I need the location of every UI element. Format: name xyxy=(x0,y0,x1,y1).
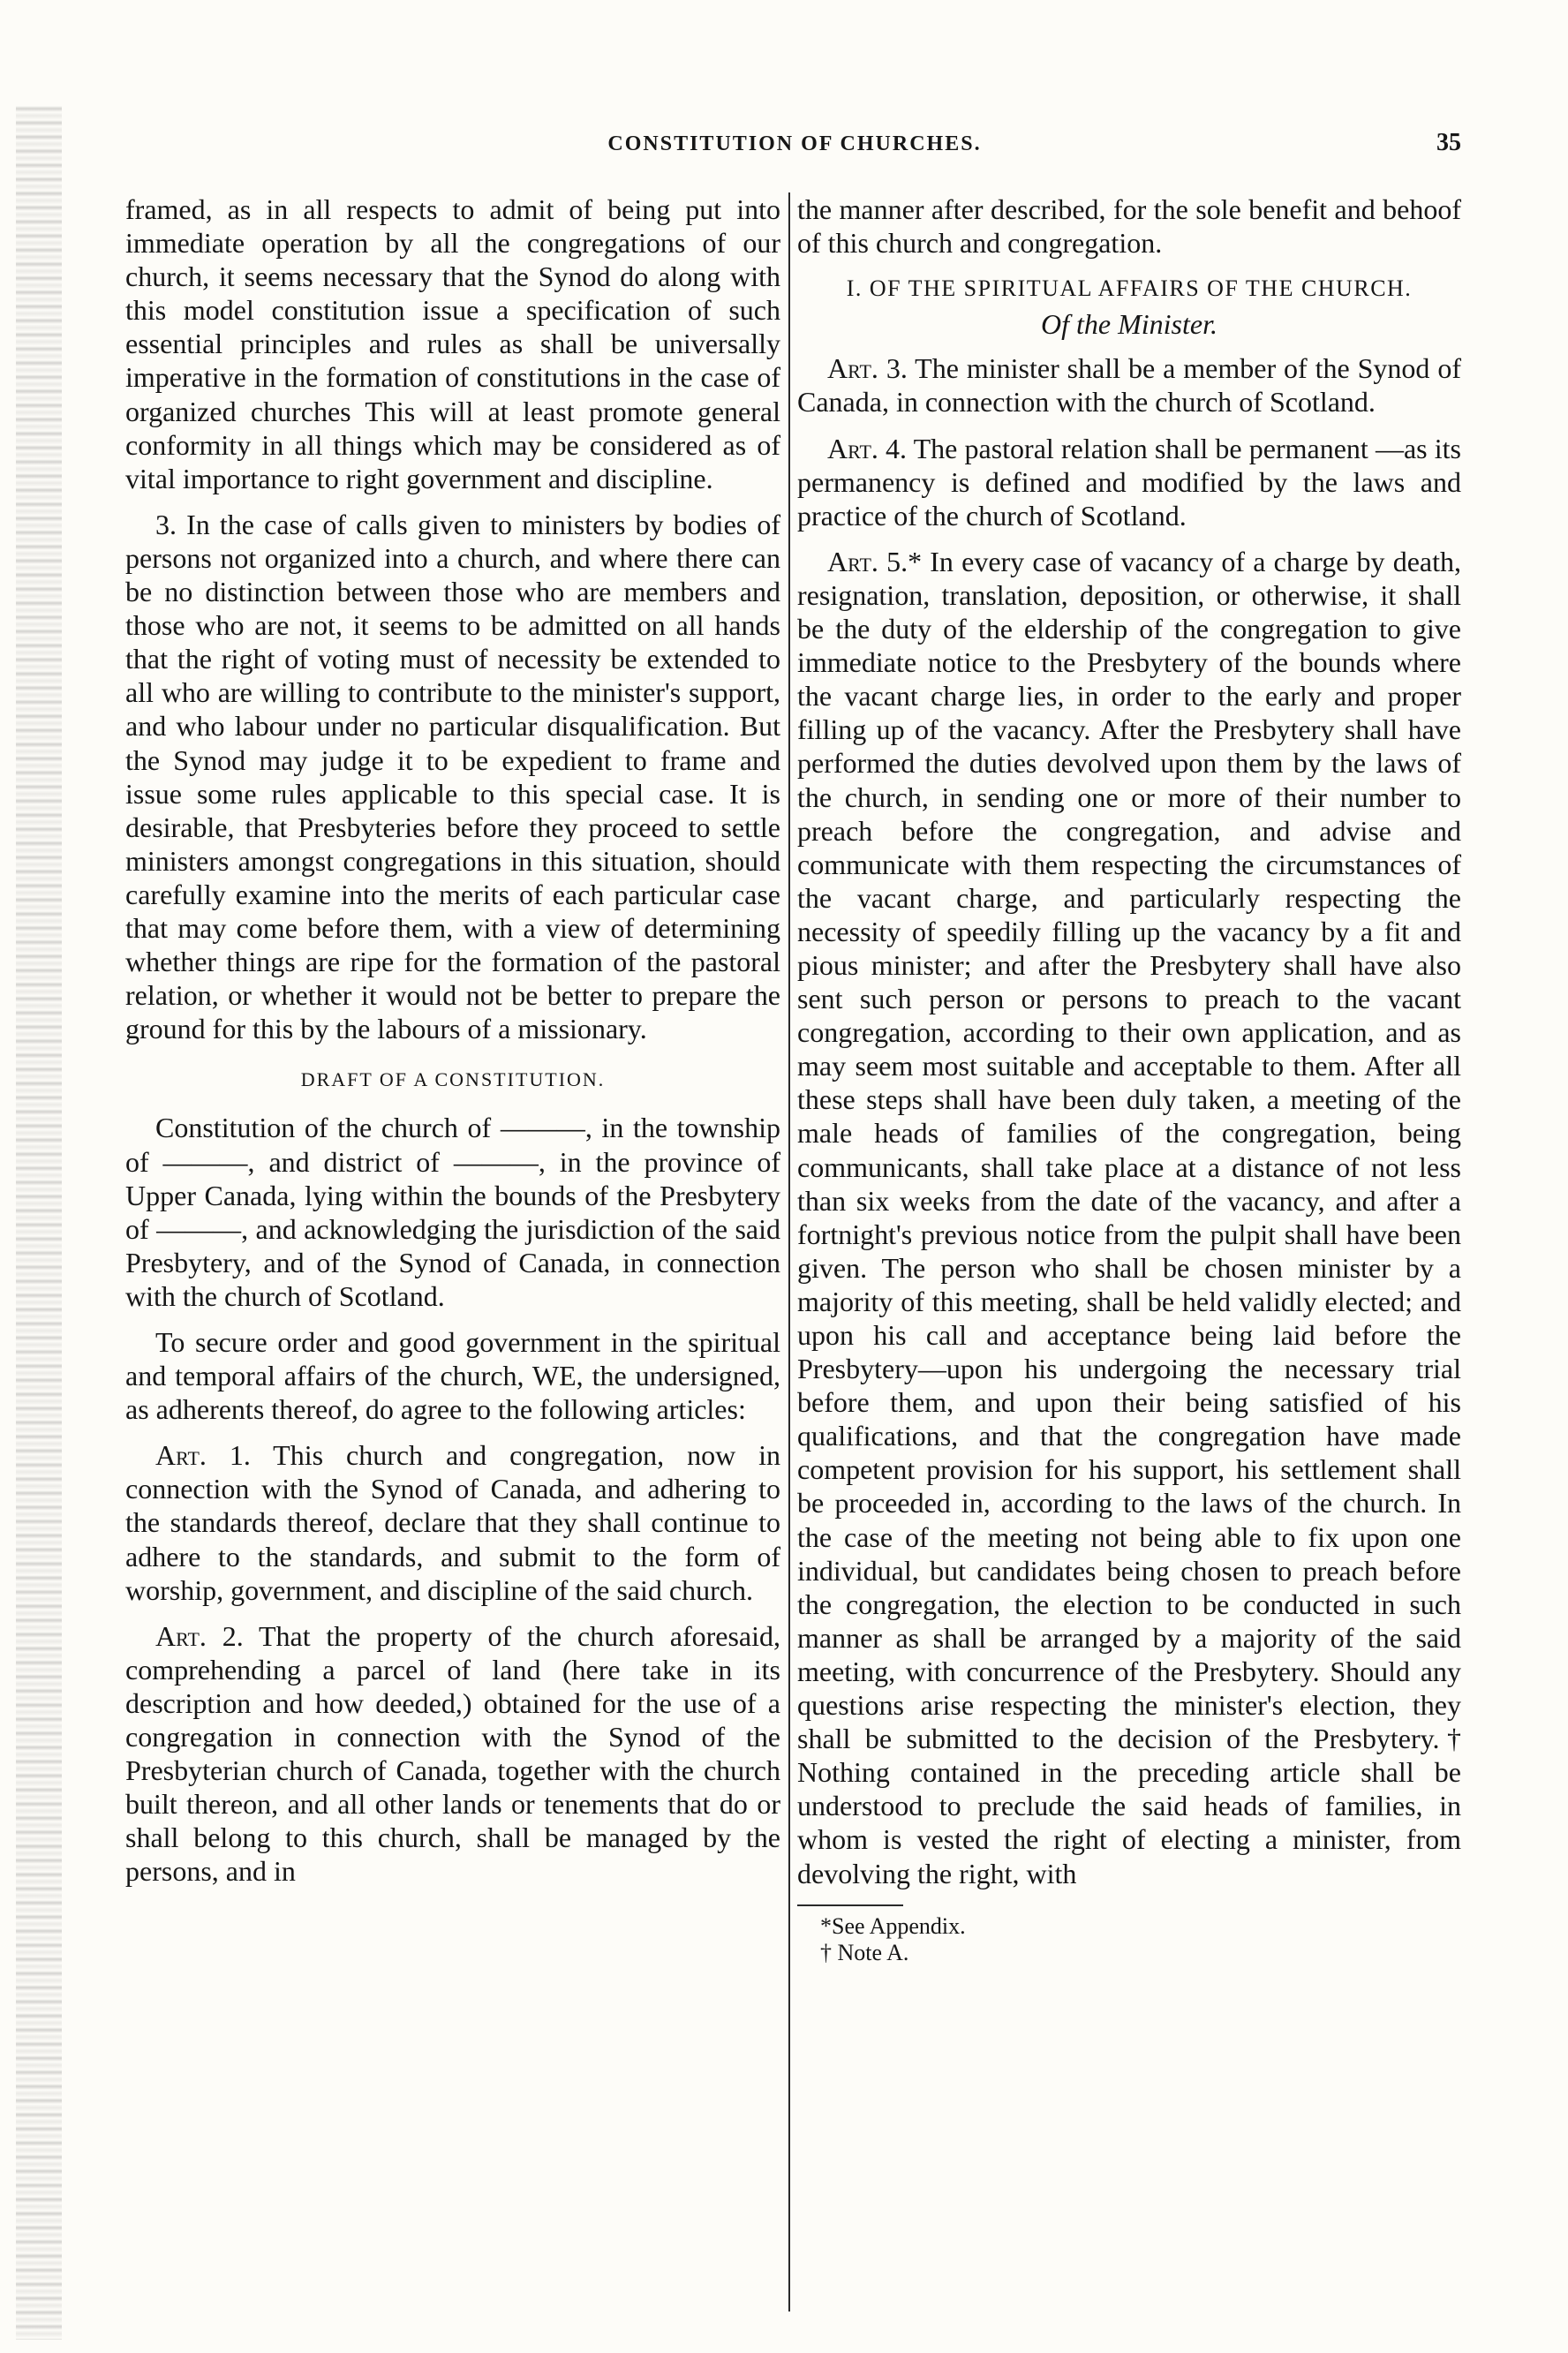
article-text: The pastoral relation shall be permanent —as its permanency is defined and modified by the laws and practice of the church of Scotland. xyxy=(797,432,1461,532)
article-3 xyxy=(797,351,1461,419)
sub-heading: Of the Minister. xyxy=(1041,308,1217,341)
article-text: That the property of the church aforesaid, comprehending a parcel of land (here take in its description and how deeded,) obtained for the use of a congregation in connection with the Synod of the Presbyterian church of Canada, together with the church built thereon, and all other lands or tenements that do or shall belong to this church, shall be managed by the persons, and in xyxy=(125,1619,781,1888)
article-2 xyxy=(125,1619,780,1889)
binding-edge xyxy=(16,106,62,2340)
running-title: CONSTITUTION OF CHURCHES. xyxy=(607,132,982,155)
paragraph: framed, as in all respects to admit of being put into immediate operation by all the congregations of our church, it seems necessary that the Synod do along with this model constitution issue a specification of such essential principles and rules as shall be universally imperative in the formation of constitutions in the case of organized churches This will at least promote general conformity in all things which may be considered as of vital importance to right government and discipline. xyxy=(125,193,780,494)
article-text: The minister shall be a member of the Synod of Canada, in connection with the church of Scotland. xyxy=(797,352,1461,419)
article-label: Art. 1. xyxy=(155,1439,251,1472)
article-label: Art. 4. xyxy=(827,432,908,464)
draft-heading: DRAFT OF A CONSTITUTION. xyxy=(300,1068,606,1091)
paragraph: the manner after described, for the sole benefit and behoof of this church and congregation. xyxy=(797,193,1461,260)
right-column xyxy=(797,192,1461,1966)
article-5 xyxy=(797,545,1461,1890)
article-text: This church and congregation, now in connection with the Synod of Canada, and adhering to the standards thereof, declare that they shall continue to adhere to the standards, and submit to the form of worship, government, and discipline of the said church. xyxy=(125,1439,780,1606)
article-1 xyxy=(125,1438,780,1606)
column-rule xyxy=(788,192,790,2312)
footnote-rule xyxy=(797,1904,903,1906)
footnote: *See Appendix. xyxy=(820,1912,966,1939)
left-column xyxy=(125,192,780,1901)
article-label: Art. 3. xyxy=(827,352,908,385)
paragraph: Constitution of the church of ———, in the township of ———, and district of ———, in the province of Upper Canada, lying within the bounds of the Presbytery of ———, and acknowledging the jurisdiction of the said Presbytery, and of the Synod of Canada, in connection with the church of Scotland. xyxy=(125,1112,780,1312)
article-label: Art. 2. xyxy=(155,1619,244,1652)
paragraph: To secure order and good government in the spiritual and temporal affairs of the church, WE, the undersigned, as adherents thereof, do agree to the following articles: xyxy=(125,1326,780,1426)
footnote: † Note A. xyxy=(820,1939,909,1965)
article-label: Art. 5.* xyxy=(827,545,923,577)
running-head xyxy=(128,129,1461,168)
article-text: In every case of vacancy of a charge by death, resignation, translation, deposition, or otherwise, it shall be the duty of the eldership of the congregation to give immediate notice to the Presbytery of the bounds where the vacant charge lies, in order to the early and proper filling up of the vacancy. After the Presbytery shall have performed the duties devolved upon them by the laws of the church, in sending one or more of their number to preach before the congregation, and advise and communicate with them respecting the circumstances of the vacant charge, and particularly respecting the necessity of speedily filling up the vacancy by a fit and pious minister; and after the Presbytery shall have also sent such person or persons to preach to the vacant congregation, according to their own application, and as may seem most suitable and acceptable to them. After all these steps shall have been duly taken, a meeting of the male heads of families of the congregation, being communicants, shall take place at a distance of not less than six weeks from the date of the vacancy, and after a fortnight's previous notice from the pulpit shall have been given. The person who shall be chosen minister by a majority of this meeting, shall be held validly elected; and upon his call and acceptance being laid before the Presbytery—upon his undergoing the necessary trial before them, and upon their being satisfied of his qualifications, and that the congregation have made competent provision for his support, his settlement shall be proceeded in, according to the laws of the church. In the case of the meeting not being able to fix upon one individual, but candidates being chosen to preach before the congregation, the election to be conducted in such manner as shall be arranged by a majority of the said meeting, with concurrence of the Presbytery. Should any questions arise respecting the minister's election, they shall be submitted to the decision of the Presbytery.† Nothing contained in the preceding article shall be understood to preclude the said heads of families, in whom is vested the right of electing a minister, from devolving the right, with xyxy=(797,545,1462,1889)
article-4 xyxy=(797,432,1461,532)
paragraph: 3. In the case of calls given to ministers by bodies of persons not organized into a church, and where there can be no distinction between those who are members and those who are not, it seems to be admitted on all hands that the right of voting must of necessity be extended to all who are willing to contribute to the minister's support, and who labour under no particular disqualification. But the Synod may judge it to be expedient to frame and issue some rules applicable to this special case. It is desirable, that Presbyteries before they proceed to settle ministers amongst congregations in this situation, should carefully examine into the merits of each particular case that may come before them, with a view of determining whether things are ripe for the formation of the pastoral relation, or whether it would not be better to prepare the ground for this by the labours of a missionary. xyxy=(125,508,780,1045)
section-heading: I. OF THE SPIRITUAL AFFAIRS OF THE CHURCH. xyxy=(846,275,1413,302)
page-number: 35 xyxy=(1436,129,1461,156)
